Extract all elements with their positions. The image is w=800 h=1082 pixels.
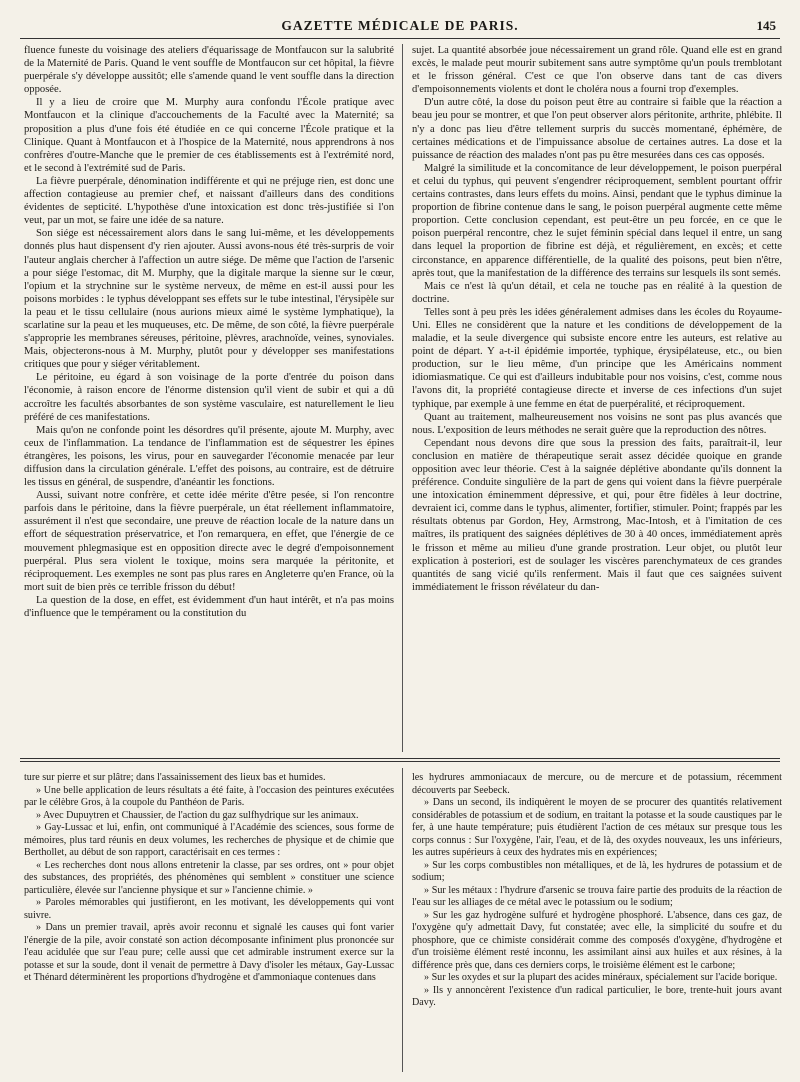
column-divider [402, 768, 403, 1072]
paragraph: » Sur les gaz hydrogène sulfuré et hydrogène phosphoré. L'absence, dans ces gaz, de l'oxygène qu'y admettait Davy, fut constatée; avec elle, la simplicité du soufre et du phosphore, que ce chimiste considérait comme des composés d'oxygène, d'hydrogène et d'un troisième élément resté inconnu, les assimilant ainsi aux huiles et aux résines, à la différence près que, dans ces derniers corps, le troisième élément est le carbone; [412, 909, 782, 971]
paragraph: fluence funeste du voisinage des ateliers d'équarissage de Montfaucon sur la salubrité de la Maternité de Paris. Quand le vent souffle de Montfaucon sur cet hôpital, la fièvre puerpérale s'y développe aussitôt; elle s'amende quand le vent souffle dans la direction opposée. [24, 45, 394, 96]
paragraph: » Une belle application de leurs résultats a été faite, à l'occasion des peintures exécutées par le célèbre Gros, à la coupole du Panthéon de Paris. [24, 784, 394, 808]
paragraph: Son siége est nécessairement alors dans le sang lui-même, et les développements donnés plus haut dispensent d'y rien ajouter. Aussi avons-nous été très-surpris de voir l'auteur anglais chercher à l'affection un autre siége. De même que l'action de l'arsenic a pour siége l'estomac, dit M. Murphy, que la digitale marque la sienne sur le cœur, l'opium et la strychnine sur le système nerveux, de même en est-il aussi pour les poisons morbides : le typhus développant ses effets sur le tube intestinal, l'érysipèle sur la peau et le tissu cellulaire (nous aurions mieux aimé le système lymphatique), la scarlatine sur la peau et les muqueuses, etc. De même, de son côté, la fièvre puerpérale s'approprie les membranes séreuses, péritoine, plèvres, arachnoïde, veines, synoviales. Mais, objecterons-nous à M. Murphy, plutôt pour y développer ses manifestations critiques que pour y siéger véritablement. [24, 228, 394, 371]
paragraph: sujet. La quantité absorbée joue nécessairement un grand rôle. Quand elle est en grand excès, le malade peut mourir subitement sans autre symptôme qu'un pouls tremblotant et le frisson général. C'est ce que l'on observe dans tant de cas divers d'empoisonnements violents et dont le choléra nous a fourni trop d'exemples. [412, 45, 782, 96]
paragraph: Mais qu'on ne confonde point les désordres qu'il présente, ajoute M. Murphy, avec ceux de l'inflammation. La tendance de l'inflammation est de séquestrer les épines étrangères, les poisons, les virus, pour en sauvegarder l'économie menacée par leur diffusion dans la circulation générale. L'effet des poisons, au contraire, est de détruire les tissus en général, de suspendre, d'anéantir les fonctions. [24, 424, 394, 489]
feuilleton-column-right [412, 772, 782, 1072]
section-divider [20, 758, 780, 762]
paragraph: » Dans un premier travail, après avoir reconnu et signalé les causes qui font varier l'énergie de la pile, avoir constaté son action décomposante infiniment plus prononcée sur l'eau acidulée que sur l'eau pure; celle aussi que cet admirable instrument exerce sur la potasse et sur la soude, dont il venait de permettre à Davy d'isoler les métaux, Gay-Lussac et Thénard déterminèrent les proportions d'hydrogène et d'ammoniaque contenues dans [24, 922, 394, 983]
paragraph: Le péritoine, eu égard à son voisinage de la porte d'entrée du poison dans l'économie, à raison encore de l'énorme distension qu'il vient de subir et qui a dû accroître les facultés absorbantes de son système vasculaire, est naturellement le lieu préféré de ces manifestations. [24, 372, 394, 423]
paragraph: ture sur pierre et sur plâtre; dans l'assainissement des lieux bas et humides. [24, 772, 326, 783]
article-column-right [412, 44, 782, 752]
feuilleton-column-left [24, 772, 394, 1072]
paragraph: » Ils y annoncèrent l'existence d'un radical particulier, le bore, trente-huit jours avant Davy. [412, 984, 782, 1008]
paragraph: » Avec Dupuytren et Chaussier, de l'action du gaz sulfhydrique sur les animaux. [36, 809, 359, 821]
paragraph: » Gay-Lussac et lui, enfin, ont communiqué à l'Académie des sciences, sous forme de mémoires, plus tard réunis en deux volumes, les recherches de physique et de chimie que Berthollet, au début de son rapport, caractérisait en ces termes : [24, 822, 394, 858]
paragraph: D'un autre côté, la dose du poison peut être au contraire si faible que la réaction a beau jeu pour se montrer, et que l'on peut observer alors péritonite, arthrite, phlébite. Il n'y a donc pas lieu d'être tellement surpris du succès momentané, éphémère, de certaines médications et de l'impuissance absolue de certaines autres. La dose et la puissance de réaction des malades n'ont pas pu être mesurées dans ces cas opposés. [412, 97, 782, 161]
paragraph: Cependant nous devons dire que sous la pression des faits, paraîtrait-il, leur conclusion en matière de thérapeutique serait assez décidée quoique en grande opposition avec leur théorie. C'est à la saignée déplétive abondante qu'ils donnent la préférence. Conduite singulière de la part de gens qui voient dans la fièvre puerpérale une intoxication éminemment dépressive, et qui, pour être fidèles à leur doctrine, devraient ici, comme dans le typhus, alimenter, fortifier, stimuler. Point; frappés par les résultats obtenus par Gordon, Hey, Armstrong, Mac-Intosh, et à l'imitation de ces maîtres, ils pratiquent des saignées déplétives de 30 à 40 onces, immédiatement après le frisson et même au milieu d'une grande prostration. Leur objet, ou plutôt leur explication à posteriori, est de soulager les viscères parenchymateux de ces grandes quantités de sang vicié qu'ils renferment. Mais il faut que ces saignées suivent immédiatement le frisson révélateur du dan- [412, 437, 782, 593]
page-number: 145 [756, 18, 776, 33]
article-column-left [24, 44, 394, 752]
paragraph: Aussi, suivant notre confrère, et cette idée mérite d'être pesée, si l'on rencontre parfois dans le péritoine, dans la fièvre puerpérale, un état réellement inflammatoire, assurément il n'est que secondaire, une preuve de réaction locale de la nature dans un effort de séquestration préservatrice, et l'on remarquera, en effet, que l'énergie de ce mouvement phlegmasique est en opposition directe avec le degré d'empoisonnement puerpéral. Plus sera violent le toxique, moins sera marquée la péritonite, et réciproquement. Les exemples ne sont pas plus rares en Angleterre qu'en France, où la mort suit de bien près ce terrible frisson du début! [24, 490, 394, 593]
paragraph: Quant au traitement, malheureusement nos voisins ne sont pas plus avancés que nous. L'exposition de leurs méthodes ne serait guère que la reproduction des nôtres. [412, 411, 782, 436]
paragraph: La fièvre puerpérale, dénomination indifférente et qui ne préjuge rien, est donc une affection contagieuse au premier chef, et naissant d'ailleurs dans des conditions évidentes de septicité. L'hypothèse d'une intoxication est donc très-justifiée si l'on veut, par un mot, se faire une idée de sa nature. [24, 175, 394, 227]
journal-title: GAZETTE MÉDICALE DE PARIS. [281, 18, 519, 33]
paragraph: » Sur les oxydes et sur la plupart des acides minéraux, spécialement sur l'acide borique. [424, 972, 778, 983]
paragraph: La question de la dose, en effet, est évidemment d'un haut intérêt, et n'a pas moins d'influence que le tempérament ou la constitution du [24, 594, 394, 620]
paragraph: Il y a lieu de croire que M. Murphy aura confondu l'École pratique avec Montfaucon et la clinique d'accouchements de la Faculté avec la Maternité; sa proposition a plus d'une fois été étudiée en ce qui concerne l'École pratique et la Clinique. Quant à Montfaucon et à l'hospice de la Maternité, nous apprendrons à nos confrères d'outre-Manche que le premier de ces établissements est à l'extrémité nord, et le second à l'extrémité sud de Paris. [24, 97, 394, 174]
column-divider [402, 44, 403, 752]
page-header [20, 14, 780, 39]
paragraph: » Paroles mémorables qui justifieront, en les motivant, les développements qui vont suivre. [24, 897, 394, 921]
paragraph: les hydrures ammoniacaux de mercure, ou de mercure et de potassium, récemment découverts par Seebeck. [412, 772, 782, 796]
paragraph: Telles sont à peu près les idées généralement admises dans les écoles du Royaume-Uni. Elles ne considèrent que la nature et les conditions de développement de la maladie, et la seule divergence qui subsiste encore entre les auteurs, est relative au point de départ. Y a-t-il épidémie importée, typhique, érysipélateuse, etc., ou bien production, sur le lieu même, d'un principe que les Américains nomment idiomiasmatique. Ce qui est d'ailleurs indubitable pour nos voisins, c'est, comme nous l'avons dit, la propriété contagieuse directe et inverse de ces infections d'un sujet typhique, par exemple à une femme en état de puerpéralité, et réciproquement. [412, 306, 782, 410]
paragraph: » Dans un second, ils indiquèrent le moyen de se procurer des quantités relativement considérables de potassium et de sodium, en traitant la potasse et la soude caustiques par le fer, à une haute température; puis étudièrent l'action de ces métaux sur presque tous les corps connus : Sur l'oxygène, l'air, l'eau, et de là, des oxydes nouveaux, les uns inférieurs, les autres supérieurs à ceux des hydrates mis en expériences; [412, 797, 782, 858]
paragraph: Mais ce n'est là qu'un détail, et cela ne touche pas en réalité à la question de doctrine. [412, 280, 782, 305]
paragraph: » Sur les corps combustibles non métalliques, et de là, les hydrures de potassium et de sodium; [412, 859, 782, 883]
quotation: « Les recherches dont nous allons entretenir la classe, par ses ordres, ont » pour objet des substances, des propriétés, des phénomènes qui semblent » constituer une science particulière, élevée sur l'ancienne physique et sur » l'ancienne chimie. » [24, 859, 394, 896]
paragraph: » Sur les métaux : l'hydrure d'arsenic se trouva faire partie des produits de la réaction de l'eau sur les alliages de ce métal avec le potassium ou le sodium; [412, 884, 782, 908]
paragraph: Malgré la similitude et la concomitance de leur développement, le poison puerpéral et celui du typhus, qui peuvent s'engendrer réciproquement, semblent pourtant offrir certains contrastes, dans leurs effets du moins. Ainsi, pendant que le typhus diminue la proportion de fibrine contenue dans le sang, le poison puerpéral augmente cette même proportion. Cette conclusion cependant, est peut-être un peu forcée, en ce que le poison puerpéral rencontre, chez le sujet féminin spécial dans lequel il entre, un sang dans lequel la proportion de fibrine est déjà, et régulièrement, en excès; et cette circonstance, en apparence différentielle, de la qualité des poisons, peut bien n'être, après tout, que la manifestation de la différence des terrains sur lesquels ils sont semés. [412, 162, 782, 279]
